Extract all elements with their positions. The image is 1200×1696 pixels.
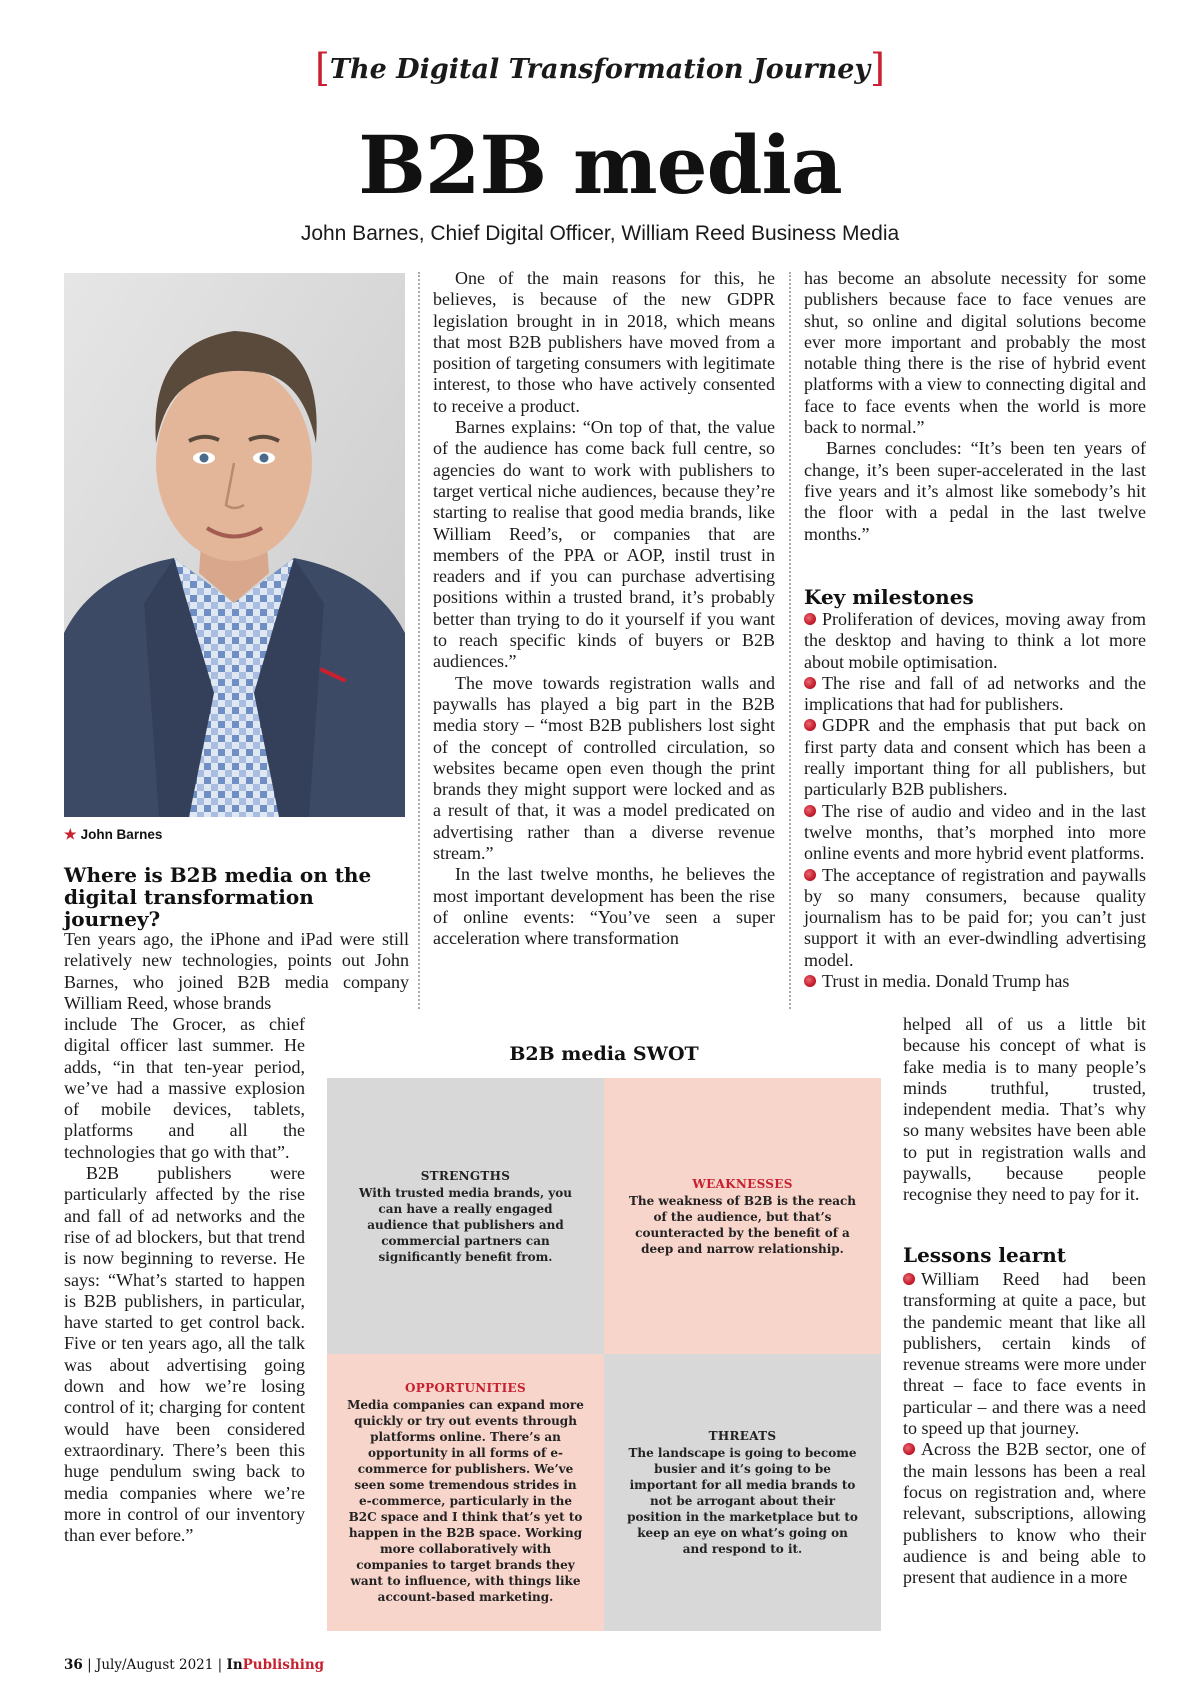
bullet-icon bbox=[903, 1273, 915, 1285]
body-paragraph: One of the main reasons for this, he believes, is because of the new GDPR legislation brought in in 2018, which means that most B2B publishers have moved from a position of targeting consumers with legitimate interest, to those who have actively consented to receive a product. bbox=[433, 268, 775, 416]
lessons-list bbox=[903, 1269, 1146, 1588]
bullet-icon bbox=[903, 1443, 915, 1455]
column-divider bbox=[418, 272, 420, 1009]
list-item: The acceptance of registration and paywalls by so many consumers, because quality journalism has to be paid for; you can’t just support it with an ever-dwindling advertising model. bbox=[804, 864, 1146, 970]
star-icon: ★ bbox=[64, 826, 77, 842]
body-paragraph: include The Grocer, as chief digital officer last summer. He adds, “in that ten-year period, we’ve had a massive explosion of mobile devices, tablets, platforms and all the technologies that go with that”. bbox=[64, 1014, 305, 1162]
bullet-icon bbox=[804, 869, 816, 881]
body-paragraph: Ten years ago, the iPhone and iPad were still relatively new technologies, points out John Barnes, who joined B2B media company William Reed, whose brands bbox=[64, 929, 409, 1013]
swot-opportunities-text: Media companies can expand more quickly or try out events through platforms online. There’s an opportunity in all forms of e-commerce for publishers. We’ve seen some tremendous strides in e-commerce, particularly in the B2C space and I think that’s yet to happen in the B2B space. Working more collaboratively with companies to target brands they want to influence, with things like account-based marketing. bbox=[347, 1398, 584, 1604]
bullet-icon bbox=[804, 677, 816, 689]
swot-threats-text: The landscape is going to become busier and it’s going to be important for all media brands to not be arrogant about their position in the marketplace but to keep an eye on what’s going on and respond to it. bbox=[627, 1446, 858, 1556]
bullet-icon bbox=[804, 613, 816, 625]
footer-separator: | bbox=[87, 1657, 92, 1673]
swot-weaknesses-heading: WEAKNESSES bbox=[692, 1176, 793, 1191]
list-item: Proliferation of devices, moving away from the desktop and having to think a lot more about mobile optimisation. bbox=[804, 609, 1146, 672]
portrait-photo bbox=[64, 273, 405, 817]
col2-text bbox=[433, 268, 775, 950]
col1-narrow-text bbox=[64, 1014, 305, 1546]
body-paragraph: Barnes concludes: “It’s been ten years of change, it’s been super-accelerated in the last five years and it’s almost like somebody’s hit the floor with a pedal in the last twelve months.” bbox=[804, 438, 1146, 544]
body-paragraph: In the last twelve months, he believes the most important development has been the rise of online events: “You’ve seen a super acceleration where transformation bbox=[433, 864, 775, 949]
col3-lower-text bbox=[903, 1014, 1146, 1206]
page-footer bbox=[64, 1657, 324, 1673]
bullet-icon bbox=[804, 805, 816, 817]
section-heading-transformation: Where is B2B media on the digital transformation journey? bbox=[64, 863, 372, 931]
list-item: Across the B2B sector, one of the main lessons has been a real focus on registration and, where relevant, subscriptions, allowing publishers to know who their audience is and being able to present that audience in a more bbox=[903, 1439, 1146, 1588]
section-kicker bbox=[0, 46, 1200, 90]
bracket-open: [ bbox=[315, 46, 330, 90]
body-paragraph: Barnes explains: “On top of that, the value of the audience has come back full centre, so agencies do want to work with publishers to target vertical niche audiences, because they’re starting to realise that good media brands, like William Reed’s, or companies that are members of the PPA or AOP, instil trust in readers and if you can purchase advertising positions within a trusted brand, it’s probably better than trying to do it yourself if you want to reach specific kinds of buyers or B2B audiences.” bbox=[433, 417, 775, 672]
portrait-illustration bbox=[64, 273, 405, 817]
swot-weaknesses bbox=[604, 1078, 881, 1354]
bracket-close: ] bbox=[870, 46, 885, 90]
list-item: William Reed had been transforming at quite a pace, but the pandemic meant that like all publishers, certain kinds of revenue streams were more under threat – face to face events in particular – and there was a need to speed up that journey. bbox=[903, 1269, 1146, 1439]
caption-text: John Barnes bbox=[80, 827, 163, 842]
section-heading-milestones: Key milestones bbox=[804, 585, 974, 609]
list-item: The rise of audio and video and in the last twelve months, that’s morphed into more online events and more hybrid event platforms. bbox=[804, 800, 1146, 864]
swot-threats bbox=[604, 1354, 881, 1631]
list-item-continuation: helped all of us a little bit because his concept of what is fake media is to many people’s minds truthful, trusted, independent media. That’s why so many websites have been able to put in registration walls and paywalls, because people recognise they need to pay for it. bbox=[903, 1014, 1146, 1205]
swot-title: B2B media SWOT bbox=[509, 1043, 699, 1065]
list-item: Trust in media. Donald Trump has bbox=[804, 971, 1146, 992]
swot-grid bbox=[327, 1078, 881, 1631]
body-paragraph: The move towards registration walls and paywalls has played a big part in the B2B media story – “most B2B publishers lost sight of the concept of controlled circulation, so websites became open even though the print brands they might support were locked and as a result of that, it was a model predicated on advertising rather than a diverse revenue stream.” bbox=[433, 672, 775, 864]
page-title: B2B media bbox=[358, 118, 842, 212]
col1-wide-text bbox=[64, 929, 409, 1014]
milestones-list bbox=[804, 609, 1146, 992]
swot-weaknesses-text: The weakness of B2B is the reach of the audience, but that’s counteracted by the benefit of a deep and narrow relationship. bbox=[628, 1193, 857, 1256]
body-paragraph: has become an absolute necessity for some publishers because face to face venues are shut, so online and digital solutions become ever more important and probably the most notable thing there is the rise of hybrid event platforms with a view to connecting digital and face to face events when the world is more back to normal.” bbox=[804, 268, 1146, 438]
footer-separator: | bbox=[217, 1657, 223, 1673]
publication-name-suffix: Publishing bbox=[242, 1657, 325, 1673]
bullet-icon bbox=[804, 975, 816, 987]
list-item: GDPR and the emphasis that put back on first party data and consent which has been a really important thing for all publishers, but particularly B2B publishers. bbox=[804, 715, 1146, 800]
bullet-icon bbox=[804, 719, 816, 731]
list-item: The rise and fall of ad networks and the implications that had for publishers. bbox=[804, 672, 1146, 715]
body-paragraph: B2B publishers were particularly affected by the rise and fall of ad networks and the rise of ad blockers, but that trend is now beginning to reverse. He says: “What’s started to happen is B2B publishers, in particular, have started to get control back. Five or ten years ago, all the talk was about advertising going down and how we’re losing control of it; charging for content would have been considered extraordinary. There’s been this huge pendulum swing back to media companies where we’re more in control of our inventory than ever before.” bbox=[64, 1163, 305, 1546]
swot-strengths-text: With trusted media brands, you can have a really engaged audience that publishers and commercial partners can significantly benefit from. bbox=[358, 1185, 572, 1264]
swot-strengths-heading: STRENGTHS bbox=[420, 1168, 511, 1183]
swot-opportunities bbox=[327, 1354, 604, 1631]
byline: John Barnes, Chief Digital Officer, William Reed Business Media bbox=[300, 222, 900, 245]
publication-name-prefix: In bbox=[226, 1657, 243, 1673]
section-heading-lessons: Lessons learnt bbox=[903, 1243, 1067, 1267]
issue-date: July/August 2021 bbox=[95, 1657, 214, 1673]
photo-caption bbox=[64, 826, 162, 843]
col3-text bbox=[804, 268, 1146, 545]
swot-threats-heading: THREATS bbox=[708, 1429, 777, 1443]
swot-opportunities-heading: OPPORTUNITIES bbox=[405, 1381, 526, 1395]
column-divider bbox=[789, 272, 791, 1009]
page-number: 36 bbox=[64, 1657, 83, 1673]
swot-strengths bbox=[327, 1078, 604, 1354]
kicker-text: The Digital Transformation Journey bbox=[329, 54, 871, 85]
